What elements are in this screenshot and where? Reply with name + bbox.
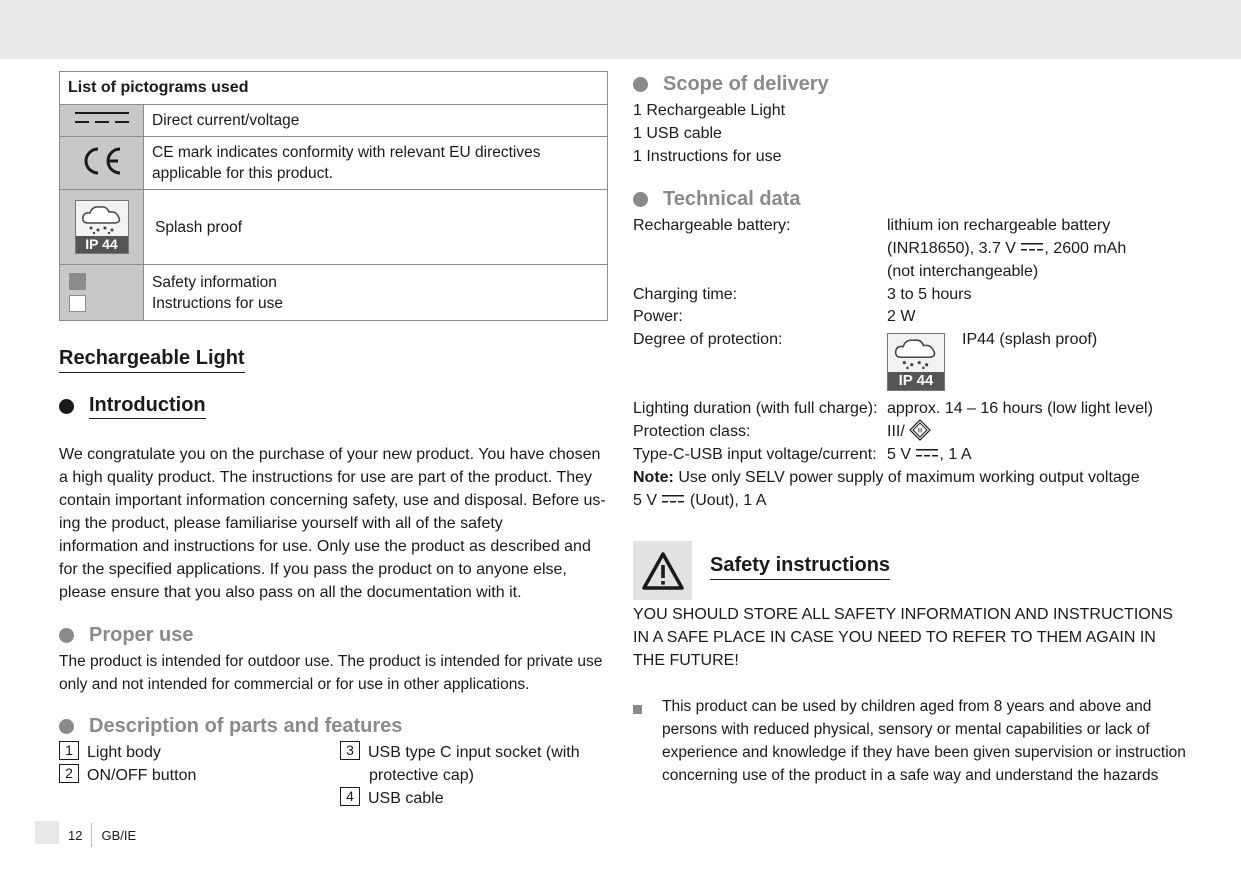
duration-label: Lighting duration (with full charge):	[633, 400, 878, 417]
direct-current-icon	[661, 495, 685, 503]
product-title: Rechargeable Light	[59, 347, 245, 373]
list-item-continued: protective cap)	[369, 767, 474, 784]
list-item: 3 USB type C input socket (with	[340, 741, 580, 764]
bullet-dot-icon	[59, 719, 74, 734]
duration-value: approx. 14 – 16 hours (low light level)	[887, 400, 1153, 417]
ip44-splash-icon: IP 44	[887, 333, 945, 391]
usb-value: 5 V , 1 A	[887, 446, 972, 463]
protection-label: Degree of protection:	[633, 331, 783, 348]
proper-use-heading: Proper use	[59, 624, 193, 647]
battery-value: (not interchangeable)	[887, 263, 1039, 280]
page-footer	[68, 823, 136, 847]
list-item: 1 Rechargeable Light	[633, 102, 786, 119]
warning-box	[633, 541, 692, 600]
list-item: 1 Light body	[59, 741, 161, 764]
safety-bullet-text: This product can be used by children aged from 8 years and above and persons with reduced physical, sensory or mental capabilities or lack of experience and knowledge if they have been given supervision or instruction concerning use of the product in a safe way and understand the hazards	[662, 698, 1186, 784]
top-bar	[0, 0, 1241, 59]
pictogram-text: CE mark indicates conformity with relevant EU directives	[152, 144, 541, 161]
power-value: 2 W	[887, 308, 916, 325]
bullet-dot-icon	[633, 77, 648, 92]
scope-list	[633, 99, 785, 168]
note-text: Note: Use only SELV power supply of maximum working output voltage	[633, 469, 1140, 486]
footer-marker	[35, 821, 59, 844]
battery-value: (INR18650), 3.7 V , 2600 mAh	[887, 240, 1127, 257]
introduction-text: We congratulate you on the purchase of your new product. You have chosen a high quality product. The instructions for use are part of the product. They contain important information concerning safety, use and disposal. Before us- ing the product, please familiarise yourself with all of the safety information and instructions for use. Only use the product as described and for the specified applications. If you pass the product on to anyone else, please ensure that you also pass on all the documentation with it.	[59, 446, 606, 601]
ce-mark-icon	[80, 145, 124, 177]
bullet-dot-icon	[633, 192, 648, 207]
list-item: 4 USB cable	[340, 787, 444, 810]
note-text: 5 V (Uout), 1 A	[633, 492, 767, 509]
parts-heading: Description of parts and features	[59, 715, 402, 738]
pictogram-text: Splash proof	[144, 190, 608, 265]
list-item: 1 Instructions for use	[633, 148, 782, 165]
introduction-heading: Introduction	[59, 394, 206, 419]
technical-data-heading: Technical data	[633, 188, 800, 211]
direct-current-icon	[75, 111, 129, 125]
region-label: GB/IE	[101, 827, 137, 843]
ip44-splash-icon: IP 44	[75, 200, 129, 254]
usb-label: Type-C-USB input voltage/current:	[633, 446, 877, 463]
safety-squares-icon	[69, 273, 143, 312]
safety-heading: Safety instructions	[710, 554, 890, 580]
battery-value: lithium ion rechargeable battery	[887, 217, 1111, 234]
list-item: 2 ON/OFF button	[59, 764, 196, 787]
class-label: Protection class:	[633, 423, 751, 440]
power-label: Power:	[633, 308, 683, 325]
direct-current-icon	[1020, 243, 1044, 251]
pictogram-text: Instructions for use	[152, 294, 283, 312]
proper-use-text: The product is intended for outdoor use. The product is intended for private use only and not intended for commercial or for use in other applications.	[59, 653, 603, 693]
charging-value: 3 to 5 hours	[887, 286, 972, 303]
bullet-dot-icon	[59, 628, 74, 643]
scope-heading: Scope of delivery	[633, 73, 829, 96]
list-item: 1 USB cable	[633, 125, 722, 142]
bullet-dot-icon	[59, 399, 74, 414]
pictogram-text: Safety information	[152, 273, 277, 291]
protection-class-iii-icon	[909, 419, 931, 441]
protection-value: IP44 (splash proof)	[962, 331, 1098, 348]
pictogram-text: Direct current/voltage	[144, 105, 608, 137]
safety-caps-text: YOU SHOULD STORE ALL SAFETY INFORMATION AND INSTRUCTIONS IN A SAFE PLACE IN CASE YOU NEED TO REFER TO THEM AGAIN IN THE FUTURE!	[633, 606, 1173, 669]
pictogram-table	[59, 71, 608, 321]
bullet-square-icon	[633, 705, 642, 714]
pictogram-text: applicable for this product.	[152, 165, 333, 182]
svg-text:III: III	[917, 427, 923, 435]
direct-current-icon	[915, 449, 939, 457]
charging-label: Charging time:	[633, 286, 738, 303]
page-number: 12	[68, 827, 83, 843]
class-value: III/ III	[887, 420, 931, 443]
battery-label: Rechargeable battery:	[633, 217, 791, 234]
pictogram-table-header: List of pictograms used	[60, 72, 608, 105]
warning-triangle-icon	[641, 551, 685, 591]
